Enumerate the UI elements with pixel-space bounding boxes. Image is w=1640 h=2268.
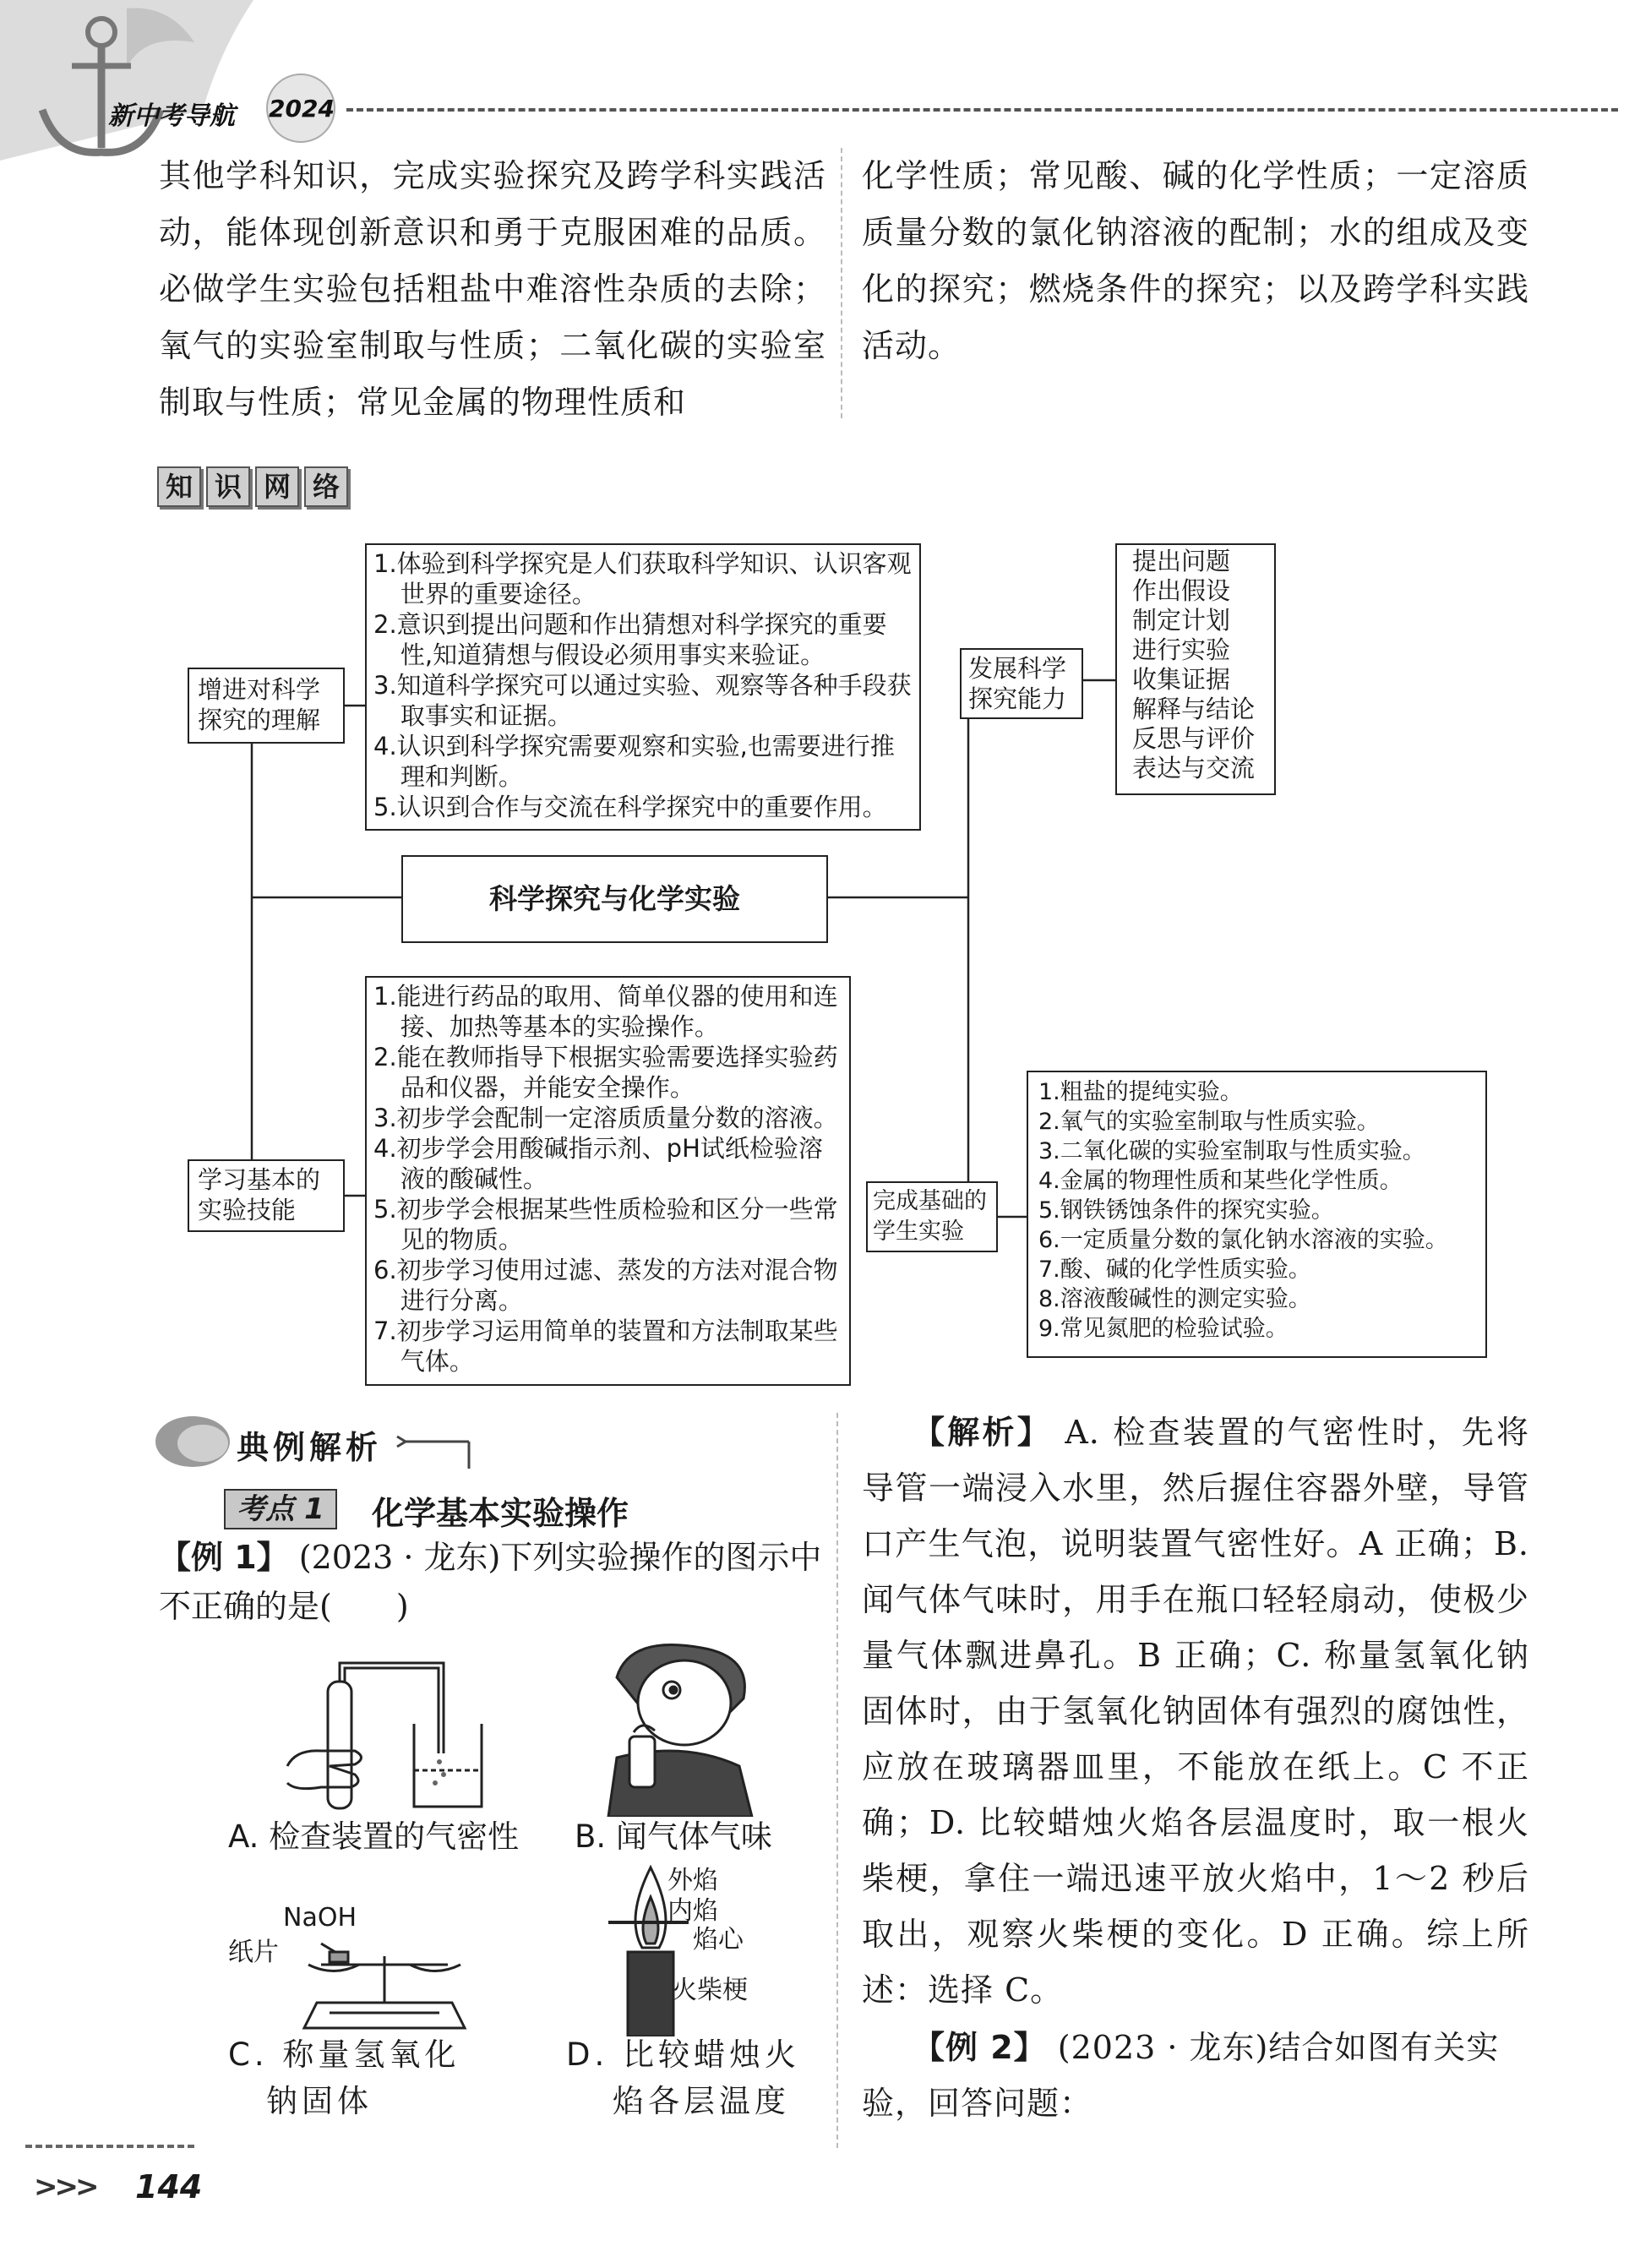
tag-char: 网: [255, 466, 299, 507]
figure-d-label-matchstick: 火柴梗: [672, 1976, 748, 2005]
label-experiments: 完成基础的学生实验: [866, 1181, 998, 1252]
experiment-item: 8.溶液酸碱性的测定实验。: [1038, 1286, 1311, 1312]
kaodian-tag: 考点 1: [224, 1489, 337, 1529]
figure-c-label-naoh: NaOH: [283, 1903, 357, 1933]
label-understanding: 增进对科学探究的理解: [188, 668, 345, 744]
skills-item: 3.初步学会配制一定溶质质量分数的溶液。: [373, 1104, 838, 1132]
series-title: 新中考导航: [108, 101, 235, 131]
skills-item: 6.初步学习使用过滤、蒸发的方法对混合物进行分离。: [373, 1256, 838, 1315]
understanding-item: 5.认识到合作与交流在科学探究中的重要作用。: [373, 793, 887, 821]
figure-d-label-flame-core: 焰心: [693, 1925, 744, 1955]
figure-c-balance-icon: [296, 1918, 473, 2045]
ability-item: 解释与结论: [1132, 695, 1256, 723]
understanding-item: 2.意识到提出问题和作出猜想对科学探究的重要性,知道猜想与假设必须用事实来验证。: [373, 610, 887, 669]
experiment-item: 6.一定质量分数的氯化钠水溶液的实验。: [1038, 1227, 1448, 1253]
understanding-item: 1.体验到科学探究是人们获取科学知识、认识客观世界的重要途径。: [373, 549, 912, 608]
tag-char: 络: [304, 466, 348, 507]
skills-item: 2.能在教师指导下根据实验需要选择实验药品和仪器，并能安全操作。: [373, 1043, 838, 1102]
analysis-block: [862, 1404, 1529, 2018]
understanding-items-box: [365, 543, 921, 831]
ability-item: 制定计划: [1132, 606, 1231, 635]
page-number: 144: [135, 2168, 203, 2205]
experiment-item: 2.氧气的实验室制取与性质实验。: [1038, 1109, 1380, 1135]
analysis-label: 【解析】: [913, 1414, 1053, 1451]
intro-left-column: 其他学科知识，完成实验探究及跨学科实践活动，能体现创新意识和勇于克服困难的品质。必做学生实验包括粗盐中难溶性杂质的去除；氧气的实验室制取与性质；二氧化碳的实验室制取与性质；常见金属的物理性质和: [159, 157, 826, 421]
caption-d-line2: 焰各层温度: [613, 2083, 790, 2119]
figure-c-label-paper: 纸片: [228, 1938, 279, 1967]
footer-arrows-icon: >>>: [34, 2170, 96, 2204]
ability-item: 作出假设: [1132, 576, 1231, 605]
example-2-label: 【例 2】: [913, 2029, 1047, 2066]
example-2-question: 结合如图有关实验，回答问题：: [862, 2029, 1500, 2122]
analysis-text: A. 检查装置的气密性时，先将导管一端浸入水里，然后握住容器外壁，导管口产生气泡，说明装置气密性好。A 正确；B. 闻气体气味时，用手在瓶口轻轻扇动，使极少量气体飘进鼻孔。B 正确；C. 称量氢氧化钠固体时，由于氢氧化钠固体有强烈的腐蚀性，应放在玻璃器皿里，不能放在纸上。C 不正确；D. 比较蜡烛火焰各层温度时，取一根火柴梗，拿住一端迅速平放火焰中，1～2 秒后取出，观察火柴梗的变化。D 正确。综上所述：选择 C。: [862, 1414, 1529, 2009]
skills-item: 5.初步学会根据某些性质检验和区分一些常见的物质。: [373, 1195, 838, 1254]
example-2-block: [862, 2020, 1529, 2131]
caption-c-line1: C. 称量氢氧化: [228, 2036, 460, 2073]
tag-char: 知: [157, 466, 201, 507]
column-divider: [836, 1413, 838, 2148]
skills-items-box: [365, 976, 851, 1386]
example-1-label: 【例 1】: [159, 1539, 289, 1576]
understanding-item: 4.认识到科学探究需要观察和实验,也需要进行推理和判断。: [373, 732, 895, 791]
center-topic: 科学探究与化学实验: [401, 855, 828, 943]
skills-item: 4.初步学会用酸碱指示剂、pH试纸检验溶液的酸碱性。: [373, 1134, 823, 1193]
ability-items-box: [1115, 543, 1276, 795]
caption-a: A. 检查装置的气密性: [228, 1818, 520, 1855]
experiments-items-box: [1027, 1071, 1487, 1358]
experiment-item: 7.酸、碱的化学性质实验。: [1038, 1257, 1311, 1283]
example-2-source: (2023 · 龙东): [1057, 2029, 1269, 2066]
caption-c-line2: 钠固体: [266, 2083, 373, 2119]
kaodian-title: 化学基本实验操作: [372, 1495, 629, 1532]
figure-d-label-outer-flame: 外焰: [667, 1866, 718, 1895]
ability-item: 表达与交流: [1132, 754, 1256, 782]
ability-item: 提出问题: [1132, 547, 1231, 575]
tag-char: 识: [206, 466, 250, 507]
example-1-source: (2023 · 龙东): [298, 1539, 501, 1576]
caption-b: B. 闻气体气味: [575, 1818, 772, 1855]
figure-a-airtightness-icon: [270, 1656, 524, 1813]
label-skills: 学习基本的实验技能: [188, 1159, 345, 1232]
figure-d-label-inner-flame: 内焰: [667, 1896, 718, 1926]
ability-item: 收集证据: [1132, 665, 1231, 694]
experiment-item: 3.二氧化碳的实验室制取与性质实验。: [1038, 1138, 1425, 1164]
skills-item: 7.初步学习运用简单的装置和方法制取某些气体。: [373, 1317, 838, 1376]
experiment-item: 9.常见氮肥的检验试验。: [1038, 1316, 1289, 1342]
example-banner-title: 典例解析: [237, 1429, 383, 1466]
experiment-item: 5.钢铁锈蚀条件的探究实验。: [1038, 1197, 1334, 1224]
caption-d-line1: D. 比较蜡烛火: [566, 2036, 801, 2073]
figure-b-smell-gas-icon: [583, 1639, 777, 1817]
understanding-item: 3.知道科学探究可以通过实验、观察等各种手段获取事实和证据。: [373, 671, 912, 730]
skills-item: 1.能进行药品的取用、简单仪器的使用和连接、加热等基本的实验操作。: [373, 982, 838, 1041]
intro-right-column: 化学性质；常见酸、碱的化学性质；一定溶质质量分数的氯化钠溶液的配制；水的组成及变化的探究；燃烧条件的探究；以及跨学科实践活动。: [862, 157, 1529, 364]
example-1-stem: [159, 1533, 826, 1631]
example-1-question: 下列实验操作的图示中不正确的是( ): [159, 1539, 822, 1625]
experiment-item: 4.金属的物理性质和某些化学性质。: [1038, 1168, 1403, 1194]
footer-divider: [25, 2145, 194, 2148]
ability-item: 反思与评价: [1132, 724, 1256, 753]
ability-item: 进行实验: [1132, 635, 1231, 664]
label-ability: 发展科学探究能力: [960, 648, 1083, 719]
experiment-item: 1.粗盐的提纯实验。: [1038, 1079, 1243, 1105]
series-year: 2024: [269, 95, 335, 123]
